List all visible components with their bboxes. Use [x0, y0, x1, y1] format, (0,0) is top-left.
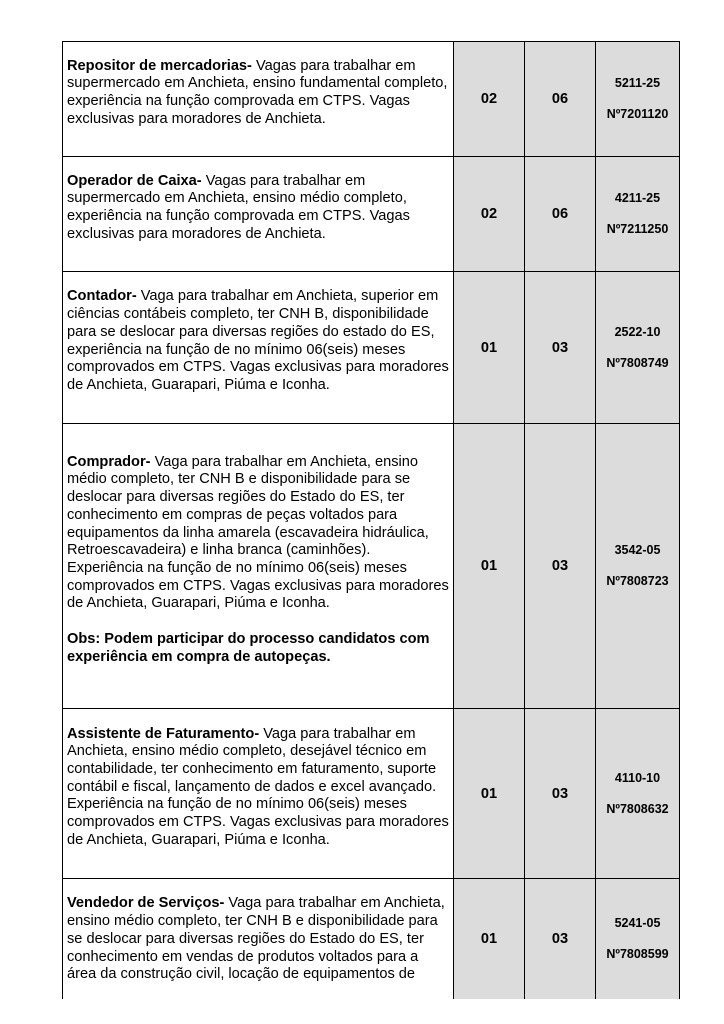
job-description: Vagas para trabalhar em supermercado em Anchieta, ensino médio completo, experiência na função comprovada em CTPS. Vagas exclusivas para moradores de Anchieta.: [67, 172, 410, 242]
vacancies-count: 01: [454, 424, 525, 709]
cbo-code: 4110-10: [614, 770, 661, 785]
job-title: Repositor de mercadorias-: [67, 57, 252, 74]
vacancies-count: 01: [454, 879, 525, 999]
job-reference: Nº7808723: [606, 574, 669, 588]
job-observation: Obs: Podem participar do processo candidatos com experiência em compra de autopeças.: [67, 630, 430, 665]
job-description-cell: [63, 709, 454, 879]
vacancies-count: 01: [454, 709, 525, 879]
vacancies-count: 02: [454, 42, 525, 157]
cbo-code: 4211-25: [614, 191, 661, 205]
job-description-cell: [63, 157, 454, 272]
job-code-cell: [596, 157, 680, 272]
job-reference: Nº7808632: [606, 801, 669, 816]
job-code-cell: [596, 879, 680, 999]
job-reference: Nº7808599: [606, 946, 669, 961]
job-description-cell: [63, 42, 454, 157]
job-title: Comprador-: [67, 453, 151, 470]
vacancies-count: 02: [454, 157, 525, 272]
job-description: Vagas para trabalhar em supermercado em Anchieta, ensino fundamental completo, experiência na função comprovada em CTPS. Vagas exclusivas para moradores de Anchieta.: [67, 57, 448, 127]
job-code-cell: [596, 42, 680, 157]
candidates-count: 03: [525, 272, 596, 424]
table-row: [63, 42, 680, 157]
job-reference: Nº7211250: [606, 222, 669, 236]
job-description-cell: [63, 424, 454, 709]
cbo-code: 5211-25: [614, 76, 661, 90]
cbo-code: 2522-10: [614, 324, 661, 339]
candidates-count: 06: [525, 42, 596, 157]
cbo-code: 3542-05: [614, 543, 661, 557]
job-description: Vaga para trabalhar em Anchieta, superior em ciências contábeis completo, ter CNH B, disponibilidade para se deslocar para diversas regiões do estado do ES, experiência na função de no mínimo 06(seis) meses comprovados em CTPS. Vagas exclusivas para moradores de Anchieta, Guarapari, Piúma e Iconha.: [67, 288, 449, 393]
job-title: Operador de Caixa-: [67, 172, 202, 189]
job-title: Assistente de Faturamento-: [67, 725, 260, 742]
job-reference: Nº7201120: [606, 107, 669, 121]
job-description: Vaga para trabalhar em Anchieta, ensino médio completo, ter CNH B e disponibilidade para se deslocar para diversas regiões do Estado do ES, ter conhecimento em vendas de produtos voltados para a área da construção civil, locação de equipamentos de: [67, 895, 445, 983]
candidates-count: 03: [525, 709, 596, 879]
vacancies-count: 01: [454, 272, 525, 424]
table-row: [63, 157, 680, 272]
job-code-cell: [596, 709, 680, 879]
job-code-cell: [596, 272, 680, 424]
table-row: [63, 272, 680, 424]
job-description: Vaga para trabalhar em Anchieta, ensino médio completo, ter CNH B e disponibilidade para se deslocar para diversas regiões do Estado do ES, ter conhecimento em compras de peças voltados para equipamentos da linha amarela (escavadeira hidráulica, Retroescavadeira) e linha branca (caminhões). Experiência na função de no mínimo 06(seis) meses comprovados em CTPS. Vagas exclusivas para moradores de Anchieta, Guarapari, Piúma e Iconha.: [67, 453, 449, 612]
job-description-cell: [63, 879, 454, 999]
job-title: Vendedor de Serviços-: [67, 895, 225, 912]
job-reference: Nº7808749: [606, 355, 669, 370]
table-row: [63, 709, 680, 879]
job-listings-table: [62, 41, 680, 999]
table-row: [63, 879, 680, 999]
candidates-count: 03: [525, 879, 596, 999]
candidates-count: 03: [525, 424, 596, 709]
job-description-cell: [63, 272, 454, 424]
job-title: Contador-: [67, 288, 137, 305]
cbo-code: 5241-05: [614, 915, 661, 930]
table-row: [63, 424, 680, 709]
job-code-cell: [596, 424, 680, 709]
job-description: Vaga para trabalhar em Anchieta, ensino médio completo, desejável técnico em contabilidade, ter conhecimento em faturamento, suporte contábil e fiscal, lançamento de dados e excel avançado. Experiência na função de no mínimo 06(seis) meses comprovados em CTPS. Vagas exclusivas para moradores de Anchieta, Guarapari, Piúma e Iconha.: [67, 725, 449, 848]
candidates-count: 06: [525, 157, 596, 272]
